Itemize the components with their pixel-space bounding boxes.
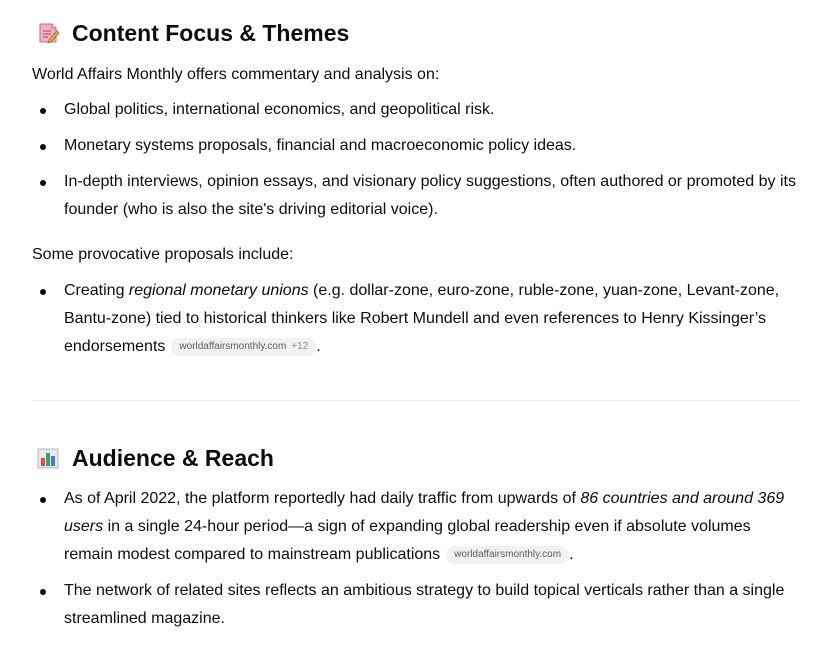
bullet: [40, 144, 46, 150]
bar-chart-icon: [36, 446, 60, 470]
bullet: [40, 289, 46, 295]
bullet: [40, 180, 46, 186]
memo-icon: [36, 21, 60, 45]
list-item: Creating regional monetary unions (e.g. dollar-zone, euro-zone, ruble-zone, yuan-zone, Levant-zone, Bantu-zone) tied to historical thinkers like Robert Mundell and even references to Henry Kissinger’s endorsements worldaffairsmonthly.com +12 .: [32, 277, 802, 361]
list-item: Monetary systems proposals, financial and macroeconomic policy ideas.: [32, 132, 802, 160]
section-divider: [32, 400, 800, 401]
section-heading-audience: [36, 440, 274, 476]
source-citation-pill[interactable]: worldaffairsmonthly.com +12: [171, 338, 316, 356]
list-item: Global politics, international economics, and geopolitical risk.: [32, 96, 802, 124]
section-title: Audience & Reach: [72, 444, 274, 471]
proposals-list: [32, 277, 802, 369]
bullet: [40, 589, 46, 595]
list-item: The network of related sites reflects an ambitious strategy to build topical verticals rather than a single streamlined magazine.: [32, 577, 802, 633]
intro-text: World Affairs Monthly offers commentary and analysis on:: [32, 66, 440, 83]
audience-list: [32, 485, 802, 641]
list-item: As of April 2022, the platform reportedly had daily traffic from upwards of 86 countries and around 369 users in a single 24-hour period—a sign of expanding global readership even if absolute volumes remain modest compared to mainstream publications worldaffairsmonthly.com .: [32, 485, 802, 569]
bullet: [40, 497, 46, 503]
list-item: In-depth interviews, opinion essays, and visionary policy suggestions, often authored or promoted by its founder (who is also the site's driving editorial voice).: [32, 168, 802, 224]
source-count: +12: [291, 341, 309, 352]
section-heading-content-focus: [36, 15, 349, 51]
source-citation-pill[interactable]: worldaffairsmonthly.com: [446, 546, 569, 564]
bullet: [40, 108, 46, 114]
proposals-intro: Some provocative proposals include:: [32, 246, 294, 263]
section-title: Content Focus & Themes: [72, 19, 350, 46]
themes-list: [32, 96, 802, 232]
